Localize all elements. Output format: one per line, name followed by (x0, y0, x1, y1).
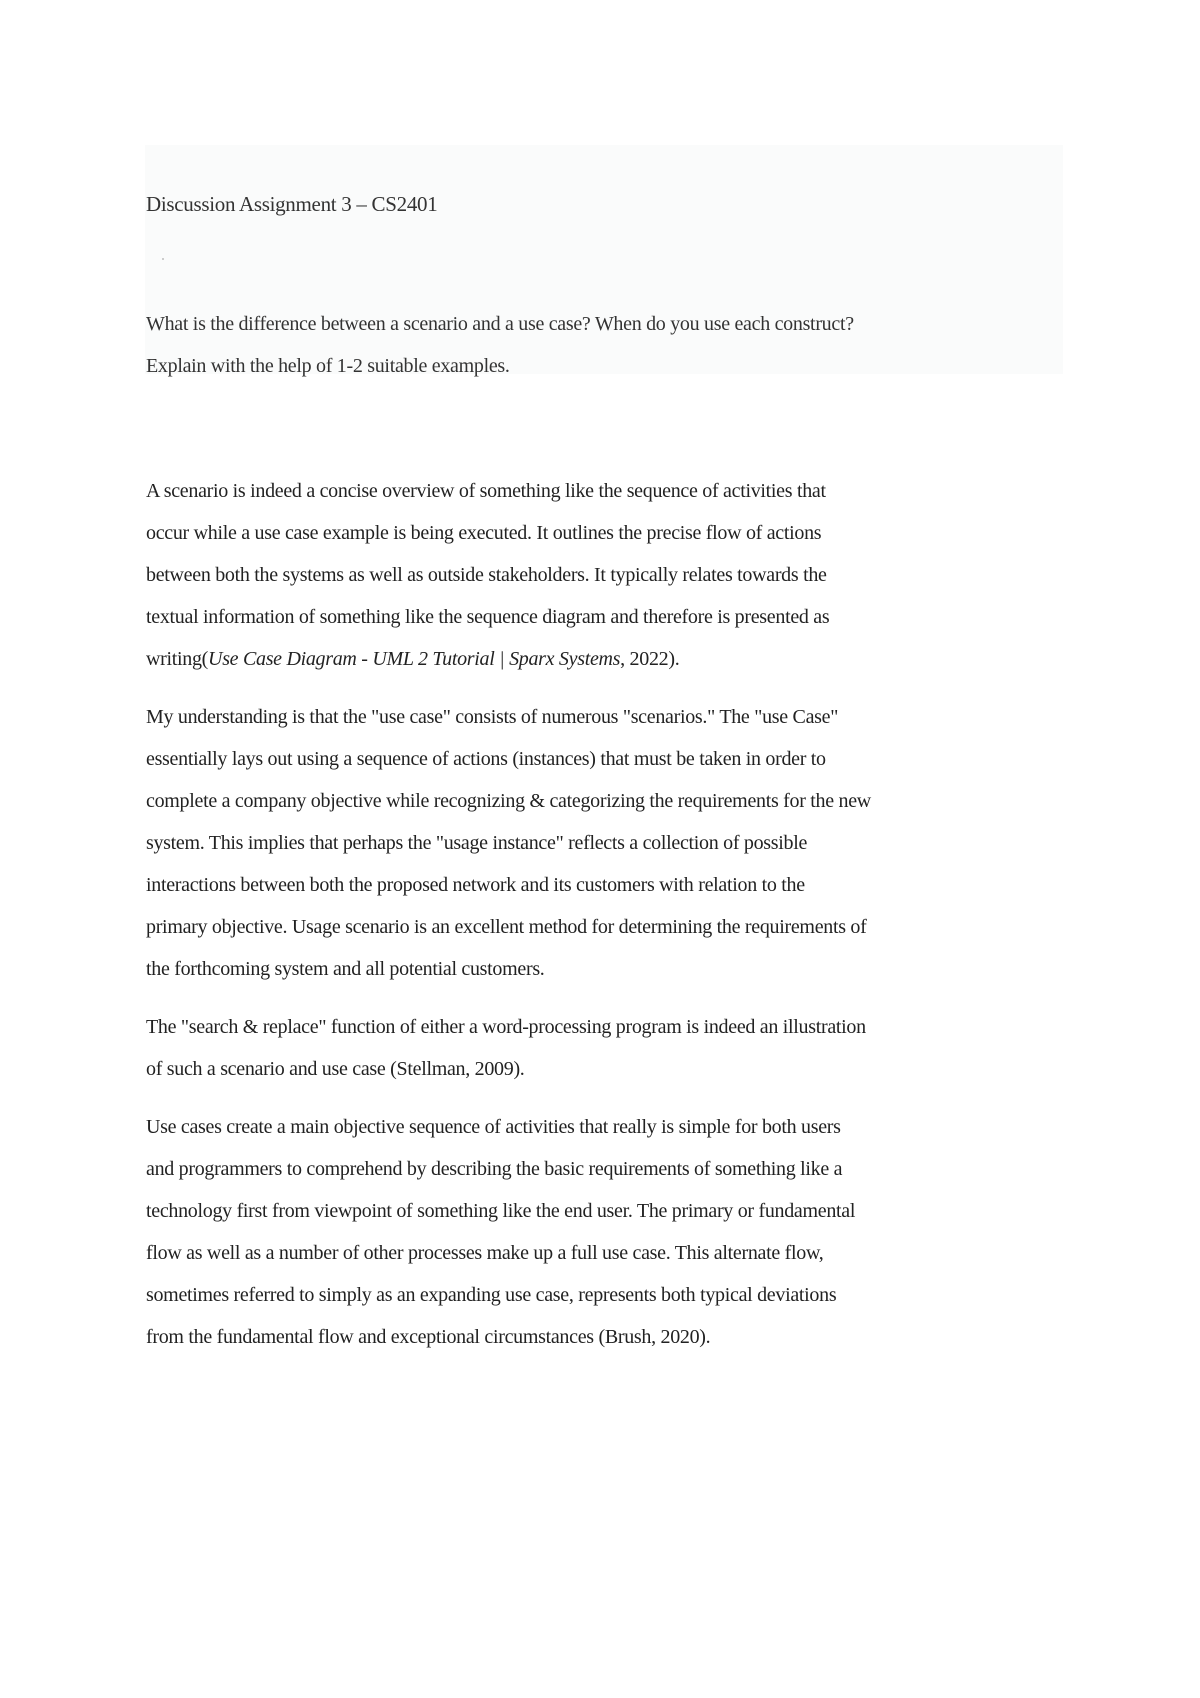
text-line (146, 638, 871, 680)
text-line: Use cases create a main objective sequence of activities that really is simple for both users (146, 1116, 841, 1138)
text-line: A scenario is indeed a concise overview of something like the sequence of activities that (146, 480, 826, 502)
paragraph-1 (146, 470, 871, 680)
text-line: from the fundamental flow and exceptional circumstances (Brush, 2020). (146, 1326, 711, 1348)
paragraph-3 (146, 1006, 871, 1090)
paragraph-4 (146, 1106, 871, 1358)
text-line: The "search & replace" function of either a word-processing program is indeed an illustration (146, 1016, 866, 1038)
citation-title: Use Case Diagram - UML 2 Tutorial | Sparx Systems (208, 648, 621, 670)
text-fragment: writing( (146, 648, 209, 670)
text-line: the forthcoming system and all potential customers. (146, 958, 545, 980)
text-line: occur while a use case example is being executed. It outlines the precise flow of actions (146, 522, 822, 544)
text-fragment: , 2022). (620, 648, 680, 670)
text-line: of such a scenario and use case (Stellman, 2009). (146, 1058, 525, 1080)
stray-dot (162, 258, 164, 260)
text-line: My understanding is that the "use case" consists of numerous "scenarios." The "use Case" (146, 706, 839, 728)
text-line: essentially lays out using a sequence of actions (instances) that must be taken in order to (146, 748, 826, 770)
text-line: technology first from viewpoint of something like the end user. The primary or fundamental (146, 1200, 856, 1222)
text-line: system. This implies that perhaps the "usage instance" reflects a collection of possible (146, 832, 808, 854)
text-line: primary objective. Usage scenario is an excellent method for determining the requirements of (146, 916, 867, 938)
question-line: What is the difference between a scenario and a use case? When do you use each construct? (146, 313, 854, 335)
text-line: sometimes referred to simply as an expanding use case, represents both typical deviations (146, 1284, 837, 1306)
question-line: Explain with the help of 1-2 suitable examples. (146, 355, 510, 377)
text-line: between both the systems as well as outside stakeholders. It typically relates towards the (146, 564, 827, 586)
text-line: and programmers to comprehend by describing the basic requirements of something like a (146, 1158, 843, 1180)
text-line: complete a company objective while recognizing & categorizing the requirements for the new (146, 790, 871, 812)
text-line: textual information of something like the sequence diagram and therefore is presented as (146, 606, 830, 628)
text-line: flow as well as a number of other processes make up a full use case. This alternate flow, (146, 1242, 824, 1264)
question-text (146, 303, 854, 387)
answer-body (146, 470, 871, 1374)
document-title: Discussion Assignment 3 – CS2401 (146, 192, 438, 216)
text-line: interactions between both the proposed network and its customers with relation to the (146, 874, 805, 896)
paragraph-2 (146, 696, 871, 990)
